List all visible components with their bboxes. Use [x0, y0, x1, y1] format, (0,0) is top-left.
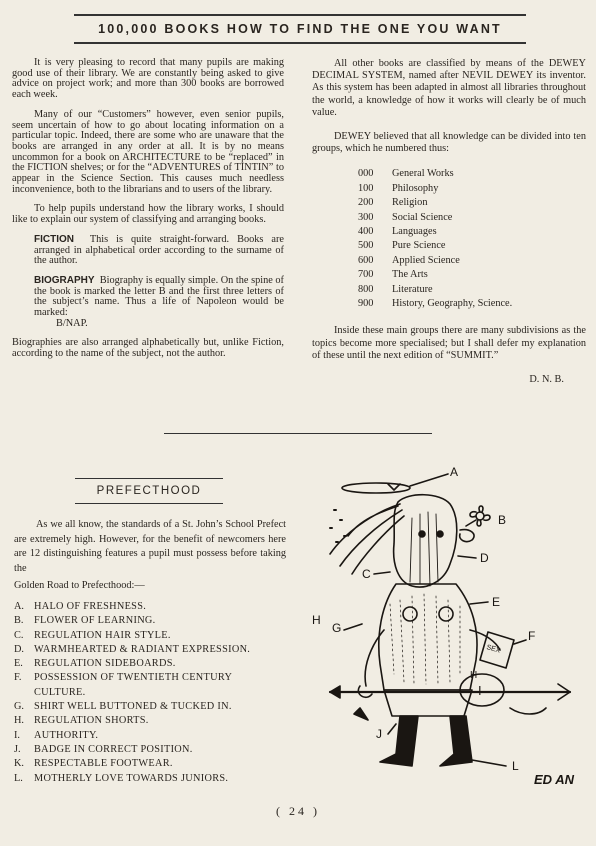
label-f: F — [528, 629, 536, 643]
biography-section — [12, 276, 284, 330]
paragraph: Biographies are also arranged alphabetically but, unlike Fiction, according to the name of the subject, not the author. — [12, 337, 284, 360]
head-icon — [394, 495, 457, 587]
paragraph: To help pupils understand how the library works, I should like to explain our system of classifying and arranging books. — [12, 203, 284, 226]
dewey-number: 500 — [358, 240, 374, 252]
item-letter: E. — [14, 658, 23, 670]
dewey-list — [358, 167, 586, 311]
item-letter: G. — [14, 701, 25, 713]
dewey-name: Social Science — [392, 211, 453, 223]
dewey-name: History, Geography, Science. — [392, 298, 513, 310]
dewey-number: 200 — [358, 197, 374, 209]
dewey-name: Pure Science — [392, 240, 446, 252]
hair-icon — [330, 504, 404, 574]
dewey-name: Religion — [392, 197, 428, 209]
list-item — [14, 772, 286, 786]
item-letter: J. — [14, 743, 21, 755]
list-item — [14, 700, 286, 714]
dewey-item — [358, 283, 586, 297]
item-text: HALO OF FRESHNESS. — [34, 601, 147, 612]
biography-text: Biography is equally simple. On the spine of the book is marked the letter B and the first three letters of the subject’s name. Thus a life of Napoleon would be marked: — [34, 274, 284, 319]
dewey-number: 800 — [358, 283, 374, 295]
dewey-number: 600 — [358, 254, 374, 266]
dewey-name: Literature — [392, 283, 433, 295]
dewey-name: General Works — [392, 168, 454, 180]
item-text: WARMHEARTED & RADIANT EXPRESSION. — [34, 643, 251, 655]
dewey-item — [358, 211, 586, 225]
item-text: POSSESSION OF TWENTIETH CENTURY CULTURE. — [34, 672, 232, 698]
item-text: RESPECTABLE FOOTWEAR. — [34, 758, 173, 770]
svg-text:H: H — [470, 670, 478, 681]
item-letter: K. — [14, 758, 25, 770]
dewey-item — [358, 297, 586, 311]
item-letter: B. — [14, 615, 24, 627]
item-text: REGULATION SHORTS. — [34, 715, 149, 727]
list-item — [14, 643, 286, 657]
artist-signature: ED AN — [534, 772, 574, 787]
prefect-qualities-list — [14, 600, 286, 786]
paragraph: All other books are classified by means of the DEWEY DECIMAL SYSTEM, named after NEVIL DEWEY its inventor. As this system has been adapted in almost all libraries throughout the world, a knowledge of how it works will clearly be of much value. — [312, 58, 586, 118]
paragraph: DEWEY believed that all knowledge can be divided into ten groups, which he numbered thus: — [312, 131, 586, 155]
item-text: SHIRT WELL BUTTONED & TUCKED IN. — [34, 701, 232, 713]
label-c: C — [362, 567, 371, 581]
dewey-number: 700 — [358, 269, 374, 281]
list-item — [14, 743, 286, 757]
left-column — [12, 58, 284, 369]
dewey-item — [358, 268, 586, 282]
label-k: K — [390, 753, 399, 767]
flower-icon — [466, 506, 490, 526]
paragraph: As we all know, the standards of a St. John’s School Prefect are extremely high. However, for the benefit of newcomers here are 12 distinguishing features a pupil must possess before taking the — [14, 519, 286, 574]
dewey-name: The Arts — [392, 269, 428, 281]
dewey-number: 100 — [358, 182, 374, 194]
list-item — [14, 714, 286, 728]
dewey-number: 300 — [358, 211, 374, 223]
item-text: AUTHORITY. — [34, 729, 99, 741]
label-h: H — [312, 613, 321, 627]
shorts-icon — [384, 690, 472, 716]
list-item — [14, 729, 286, 743]
item-letter: I. — [14, 729, 21, 741]
item-letter: L. — [14, 772, 23, 784]
item-text: FLOWER OF LEARNING. — [34, 615, 156, 627]
label-e: E — [492, 595, 501, 609]
list-item — [14, 614, 286, 628]
dewey-item — [358, 182, 586, 196]
label-j: J — [376, 727, 382, 741]
dewey-name: Philosophy — [392, 182, 439, 194]
prefecthood-intro — [14, 518, 286, 576]
label-l: L — [512, 759, 519, 773]
paragraph: Inside these main groups there are many subdivisions as the topics become more specialised; but I shall defer my explanation of these until the next edition of “SUMMIT.” — [312, 325, 586, 361]
dewey-item — [358, 196, 586, 210]
dewey-number: 400 — [358, 226, 374, 238]
book-label: SEX — [485, 644, 502, 655]
boot-icon — [440, 716, 472, 766]
article-title: 100,000 BOOKS HOW TO FIND THE ONE YOU WANT — [74, 14, 526, 44]
item-letter: A. — [14, 601, 25, 612]
list-item — [14, 600, 286, 614]
list-item — [14, 657, 286, 671]
fiction-section — [12, 235, 284, 267]
item-text: MOTHERLY LOVE TOWARDS JUNIORS. — [34, 772, 229, 784]
section-divider — [164, 433, 432, 434]
biography-heading: BIOGRAPHY — [34, 274, 95, 286]
dewey-item — [358, 225, 586, 239]
item-text: BADGE IN CORRECT POSITION. — [34, 743, 193, 755]
list-item — [14, 671, 286, 700]
dewey-name: Applied Science — [392, 254, 460, 266]
paragraph: Many of our “Customers” however, even senior pupils, seem uncertain of how to go about locating information on a particular topic. Indeed, there are some who are unaware that the books are arranged in any order at all. It is by no means uncommon for a book on ARCHITECTURE to be “replaced” in the FICTION shelves; or for the “ADVENTURES of TINTIN” to appear in the Science Section. This causes much needless inconvenience, both to the librarians and to users of the library. — [12, 108, 284, 195]
fiction-heading: FICTION — [34, 233, 74, 245]
paragraph: It is very pleasing to record that many pupils are making good use of their library. We are constantly being asked to give advice on project work; and more than 300 books are borrowed each week. — [12, 57, 284, 101]
label-d: D — [480, 551, 489, 565]
book-icon — [480, 632, 514, 668]
dewey-item — [358, 239, 586, 253]
prefect-cartoon-illustration — [300, 454, 590, 794]
item-letter: H. — [14, 715, 25, 727]
item-text: REGULATION SIDEBOARDS. — [34, 658, 176, 670]
label-a: A — [450, 465, 459, 479]
item-letter: D. — [14, 643, 25, 655]
label-i: I — [478, 683, 482, 698]
dewey-name: Languages — [392, 226, 437, 238]
author-signature: D. N. B. — [529, 374, 564, 386]
list-item — [14, 757, 286, 771]
item-letter: F. — [14, 672, 22, 684]
fiction-text: This is quite straight-forward. Books are arranged in alphabetical order according to the surname of the author. — [34, 233, 284, 267]
right-column — [312, 58, 586, 386]
biography-example: B/NAP. — [56, 317, 88, 329]
body-icon — [379, 584, 477, 690]
item-letter: C. — [14, 629, 24, 641]
label-g: G — [332, 621, 342, 635]
dewey-number: 000 — [358, 168, 374, 180]
golden-road-line: Golden Road to Prefecthood:— — [14, 580, 145, 591]
prefecthood-title: PREFECTHOOD — [75, 478, 223, 504]
label-b: B — [498, 513, 507, 527]
item-text: REGULATION HAIR STYLE. — [34, 629, 171, 641]
dewey-item — [358, 254, 586, 268]
dewey-item — [358, 167, 586, 181]
page-number: ( 24 ) — [276, 804, 320, 818]
dewey-number: 900 — [358, 298, 374, 310]
list-item — [14, 629, 286, 643]
boot-icon — [380, 716, 418, 766]
